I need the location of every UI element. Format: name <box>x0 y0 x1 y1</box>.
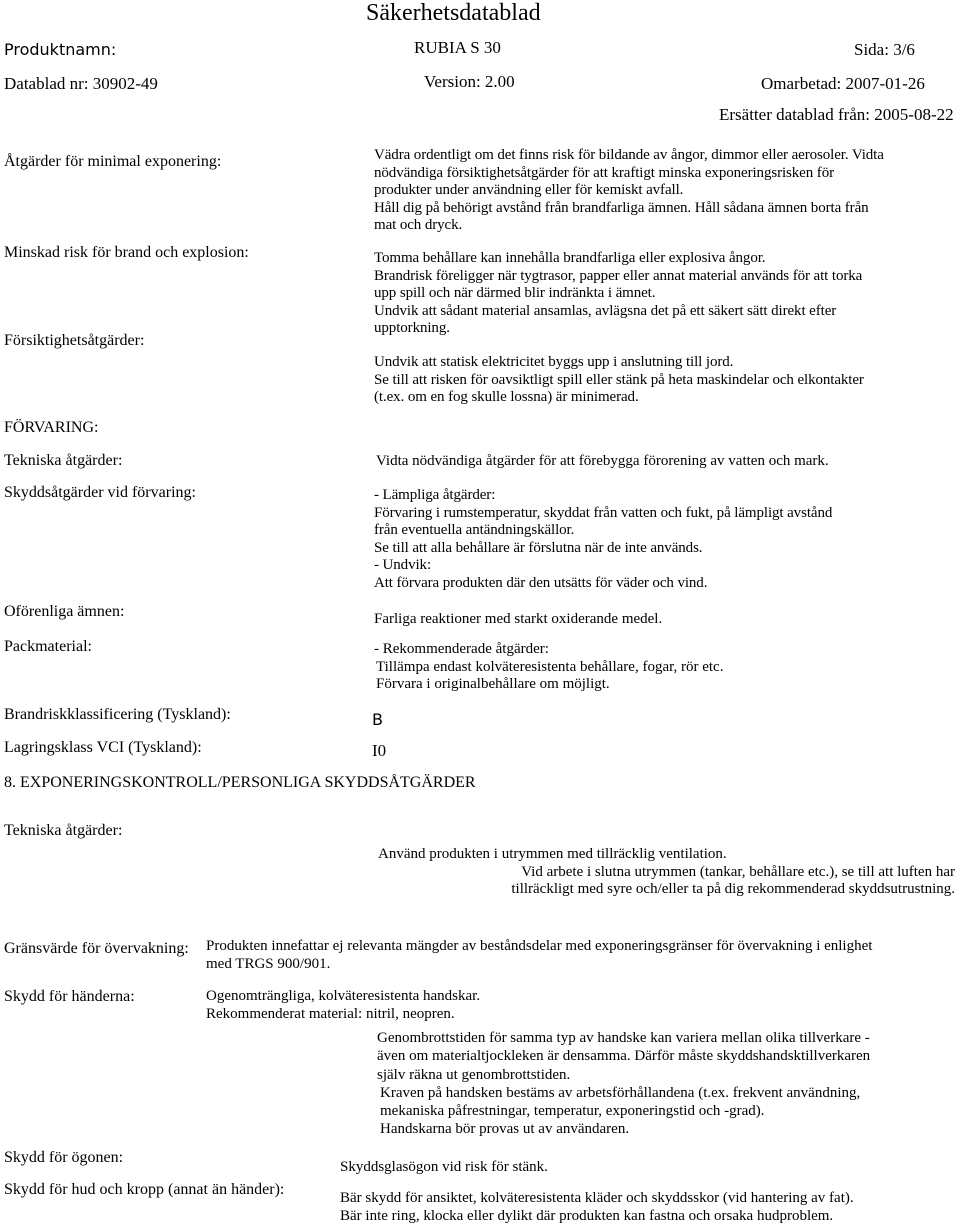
label-storage-class: Lagringsklass VCI (Tyskland): <box>4 739 202 756</box>
minimal-exposure-text: Vädra ordentligt om det finns risk för bildande av ångor, dimmor eller aerosoler. Vidta nödvändiga försiktighetsåtgärder för att kraftigt minska exponeringsrisken för produkter under användning eller för kemiskt avfall. Håll dig på behörigt avstånd från brandfarliga ämnen. Håll sådana ämnen borta från mat och dryck. <box>374 147 884 233</box>
precautions-text: Undvik att statisk elektricitet byggs upp i anslutning till jord. Se till att risken för oavsiktligt spill eller stänk på heta maskindelar och elkontakter (t.ex. om en fog skulle lossna) är minimerad. <box>374 354 864 405</box>
label-limit: Gränsvärde för övervakning: <box>4 940 189 957</box>
label-fire-risk: Minskad risk för brand och explosion: <box>4 244 249 261</box>
label-incompatible: Oförenliga ämnen: <box>4 603 125 620</box>
version: Version: 2.00 <box>424 72 515 91</box>
fire-class-value: B <box>372 710 383 729</box>
document-title: Säkerhetsdatablad <box>366 0 541 26</box>
label-storage-technical: Tekniska åtgärder: <box>4 452 123 469</box>
fire-risk-text: Tomma behållare kan innehålla brandfarliga eller explosiva ångor. Brandrisk föreligger när tygtrasor, papper eller annat material används för att torka upp spill och när därmed blir indränkta i ämnet. Undvik att sådant material ansamlas, avlägsna det på ett säkert sätt direkt efter upptorkning. <box>374 250 863 336</box>
label-skin: Skydd för hud och kropp (annat än händer): <box>4 1181 285 1198</box>
packaging-text: - Rekommenderade åtgärder: Tillämpa endast kolväteresistenta behållare, fogar, rör etc. Förvara i originalbehållare om möjligt. <box>374 641 724 692</box>
page-number: Sida: 3/6 <box>854 40 915 59</box>
label-hands: Skydd för händerna: <box>4 988 135 1005</box>
section8-heading: 8. EXPONERINGSKONTROLL/PERSONLIGA SKYDDSÅTGÄRDER <box>4 774 476 791</box>
revised-date: Omarbetad: 2007-01-26 <box>761 74 925 93</box>
storage-heading: FÖRVARING: <box>4 419 99 436</box>
storage-protection-text: - Lämpliga åtgärder: Förvaring i rumstemperatur, skyddat från vatten och fukt, på lämpligt avstånd från eventuella antändningskällor. Se till att alla behållare är förslutna när de inte används. - Undvik: Att förvara produkten där den utsätts för väder och vind. <box>374 487 833 591</box>
label-section8-technical: Tekniska åtgärder: <box>4 822 123 839</box>
incompatible-text: Farliga reaktioner med starkt oxiderande medel. <box>374 611 663 627</box>
label-storage-protection: Skyddsåtgärder vid förvaring: <box>4 484 196 501</box>
storage-class-value: I0 <box>372 741 387 760</box>
label-packaging: Packmaterial: <box>4 638 92 655</box>
section8-technical-text: Använd produkten i utrymmen med tillräcklig ventilation. Vid arbete i slutna utrymmen (tankar, behållare etc.), se till att luften har tillräckligt med syre och/eller ta på dig rekommenderad skyddsutrustning. <box>378 846 955 897</box>
label-minimal-exposure: Åtgärder för minimal exponering: <box>4 153 222 170</box>
product-label: Produktnamn: <box>4 40 117 59</box>
eyes-text: Skyddsglasögon vid risk för stänk. <box>340 1159 548 1175</box>
skin-text: Bär skydd för ansiktet, kolväteresistenta kläder och skyddsskor (vid hantering av fat). Bär inte ring, klocka eller dylikt där produkten kan fastna och orsaka hudproblem. <box>340 1190 854 1224</box>
label-eyes: Skydd för ögonen: <box>4 1149 124 1166</box>
label-precautions: Försiktighetsåtgärder: <box>4 332 145 349</box>
datasheet-number: Datablad nr: 30902-49 <box>4 74 158 93</box>
product-name: RUBIA S 30 <box>414 38 501 57</box>
hands-text-a: Ogenomträngliga, kolväteresistenta handskar. Rekommenderat material: nitril, neopren. <box>206 988 481 1022</box>
storage-technical-text: Vidta nödvändiga åtgärder för att förebygga förorening av vatten och mark. <box>376 453 829 469</box>
label-fire-class: Brandriskklassificering (Tyskland): <box>4 706 231 723</box>
replaces-date: Ersätter datablad från: 2005-08-22 <box>719 105 954 124</box>
limit-text: Produkten innefattar ej relevanta mängder av beståndsdelar med exponeringsgränser för övervakning i enlighet med TRGS 900/901. <box>206 938 873 972</box>
hands-text-b: Genombrottstiden för samma typ av handske kan variera mellan olika tillverkare - även om materialtjockleken är densamma. Därför måste skyddshandsktillverkaren själv räkna ut genombrottstiden. Kraven på handsken bestäms av arbetsförhållandena (t.ex. frekvent användning, mekaniska påfrestningar, temperatur, exponeringstid och -grad). Handskarna bör provas ut av användaren. <box>377 1030 871 1138</box>
